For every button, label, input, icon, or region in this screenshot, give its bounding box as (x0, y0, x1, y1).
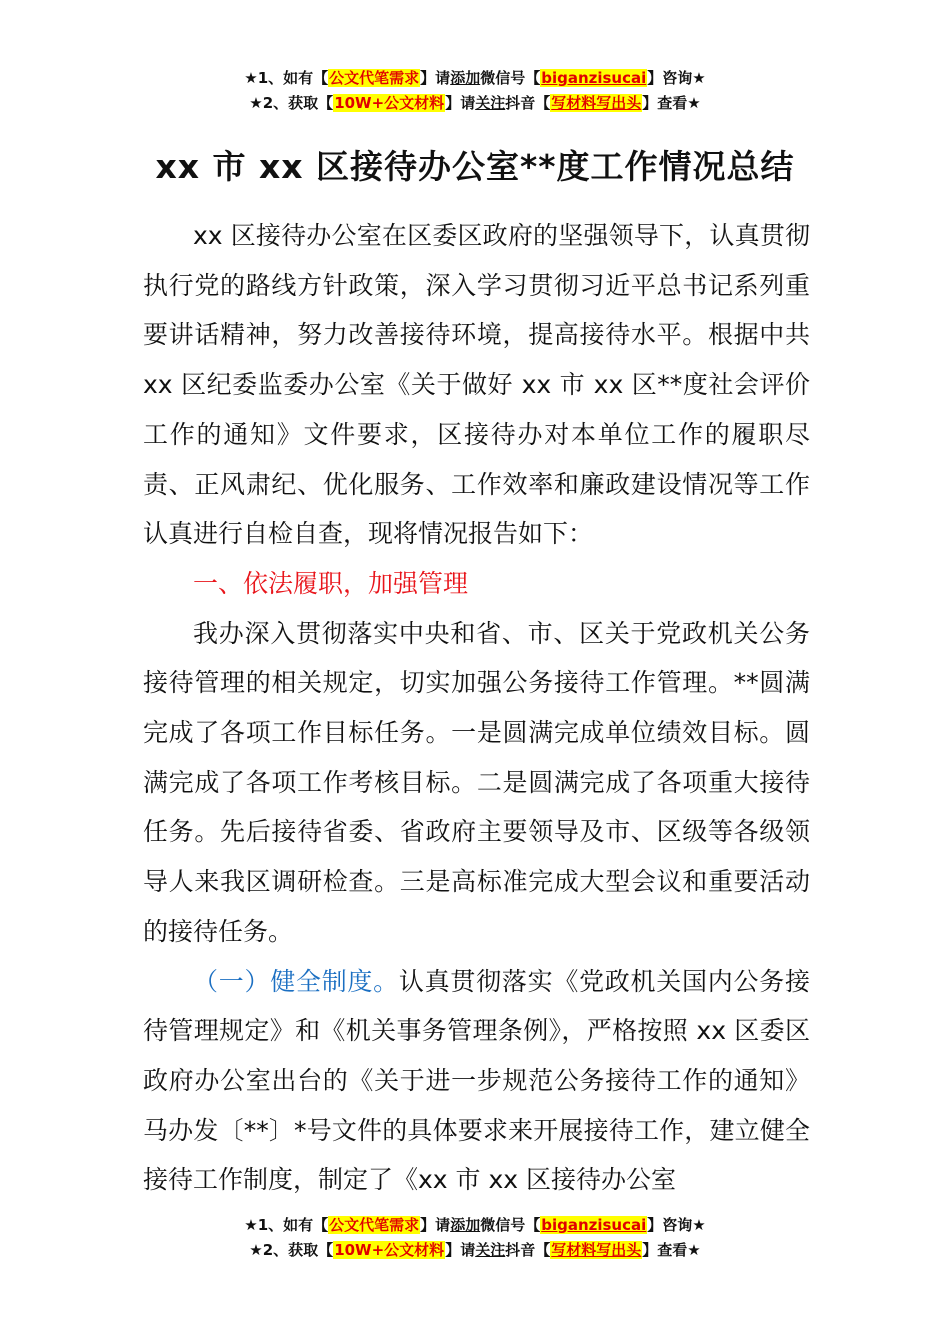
banner-line-2 (0, 1238, 950, 1263)
wechat-id: biganzisucai (541, 1216, 647, 1234)
wechat-id: biganzisucai (541, 69, 647, 87)
banner-text: 关注 (475, 94, 506, 112)
banner-text: 关注 (475, 1241, 506, 1259)
banner-text: 】咨询★ (647, 1216, 706, 1234)
banner-line-2 (0, 91, 950, 116)
banner-text: 】查看★ (642, 94, 701, 112)
subsection-text: 认真贯彻落实《党政机关国内公务接待管理规定》和《机关事务管理条例》，严格按照 xx 区委区政府办公室出台的《关于进一步规范公务接待工作的通知》马办发〔**〕*号文件的具体要求来开展接待工作，建立健全接待工作制度，制定了《xx 市 xx 区接待办公室 (143, 966, 810, 1195)
section-heading: 一、依法履职，加强管理 (193, 568, 469, 598)
document-body (143, 211, 810, 1205)
banner-text: 微信号【 (480, 69, 541, 87)
banner-line-1 (0, 66, 950, 91)
subsection-lead: （一）健全制度。 (193, 966, 399, 996)
subsection-paragraph (143, 957, 810, 1206)
banner-text: 添加 (450, 1216, 481, 1234)
intro-paragraph: xx 区接待办公室在区委区政府的坚强领导下，认真贯彻执行党的路线方针政策，深入学习贯彻习近平总书记系列重要讲话精神，努力改善接待环境，提高接待水平。根据中共 xx 区纪委监委办公室《关于做好 xx 市 xx 区**度社会评价工作的通知》文件要求，区接待办对本单位工作的履职尽责、正风肃纪、优化服务、工作效率和廉政建设情况等工作认真进行自检自查，现将情况报告如下： (143, 221, 810, 549)
banner-text: 】咨询★ (647, 69, 706, 87)
banner-text: ★1、如有【 (244, 1216, 329, 1234)
banner-highlight: 10W+公文材料 (334, 1241, 445, 1259)
banner-text: ★2、获取【 (249, 94, 334, 112)
top-banner (0, 66, 950, 116)
banner-text: 】请 (420, 1216, 451, 1234)
banner-highlight: 10W+公文材料 (334, 94, 445, 112)
banner-text: 抖音【 (505, 1241, 551, 1259)
banner-text: 】请 (420, 69, 451, 87)
section-paragraph: 我办深入贯彻落实中央和省、市、区关于党政机关公务接待管理的相关规定，切实加强公务接待工作管理。**圆满完成了各项工作目标任务。一是圆满完成单位绩效目标。圆满完成了各项工作考核目标。二是圆满完成了各项重大接待任务。先后接待省委、省政府主要领导及市、区级等各级领导人来我区调研检查。三是高标准完成大型会议和重要活动的接待任务。 (143, 618, 810, 946)
banner-highlight: 公文代笔需求 (329, 1216, 420, 1234)
banner-text: ★2、获取【 (249, 1241, 334, 1259)
banner-text: 添加 (450, 69, 481, 87)
banner-line-1 (0, 1213, 950, 1238)
document-title: xx 市 xx 区接待办公室**度工作情况总结 (155, 147, 795, 186)
bottom-banner (0, 1213, 950, 1263)
banner-text: 】请 (445, 1241, 476, 1259)
banner-text: 抖音【 (505, 94, 551, 112)
douyin-account: 写材料写出头 (551, 94, 642, 112)
douyin-account: 写材料写出头 (551, 1241, 642, 1259)
banner-highlight: 公文代笔需求 (329, 69, 420, 87)
banner-text: 微信号【 (480, 1216, 541, 1234)
banner-text: 】查看★ (642, 1241, 701, 1259)
banner-text: 】请 (445, 94, 476, 112)
banner-text: ★1、如有【 (244, 69, 329, 87)
